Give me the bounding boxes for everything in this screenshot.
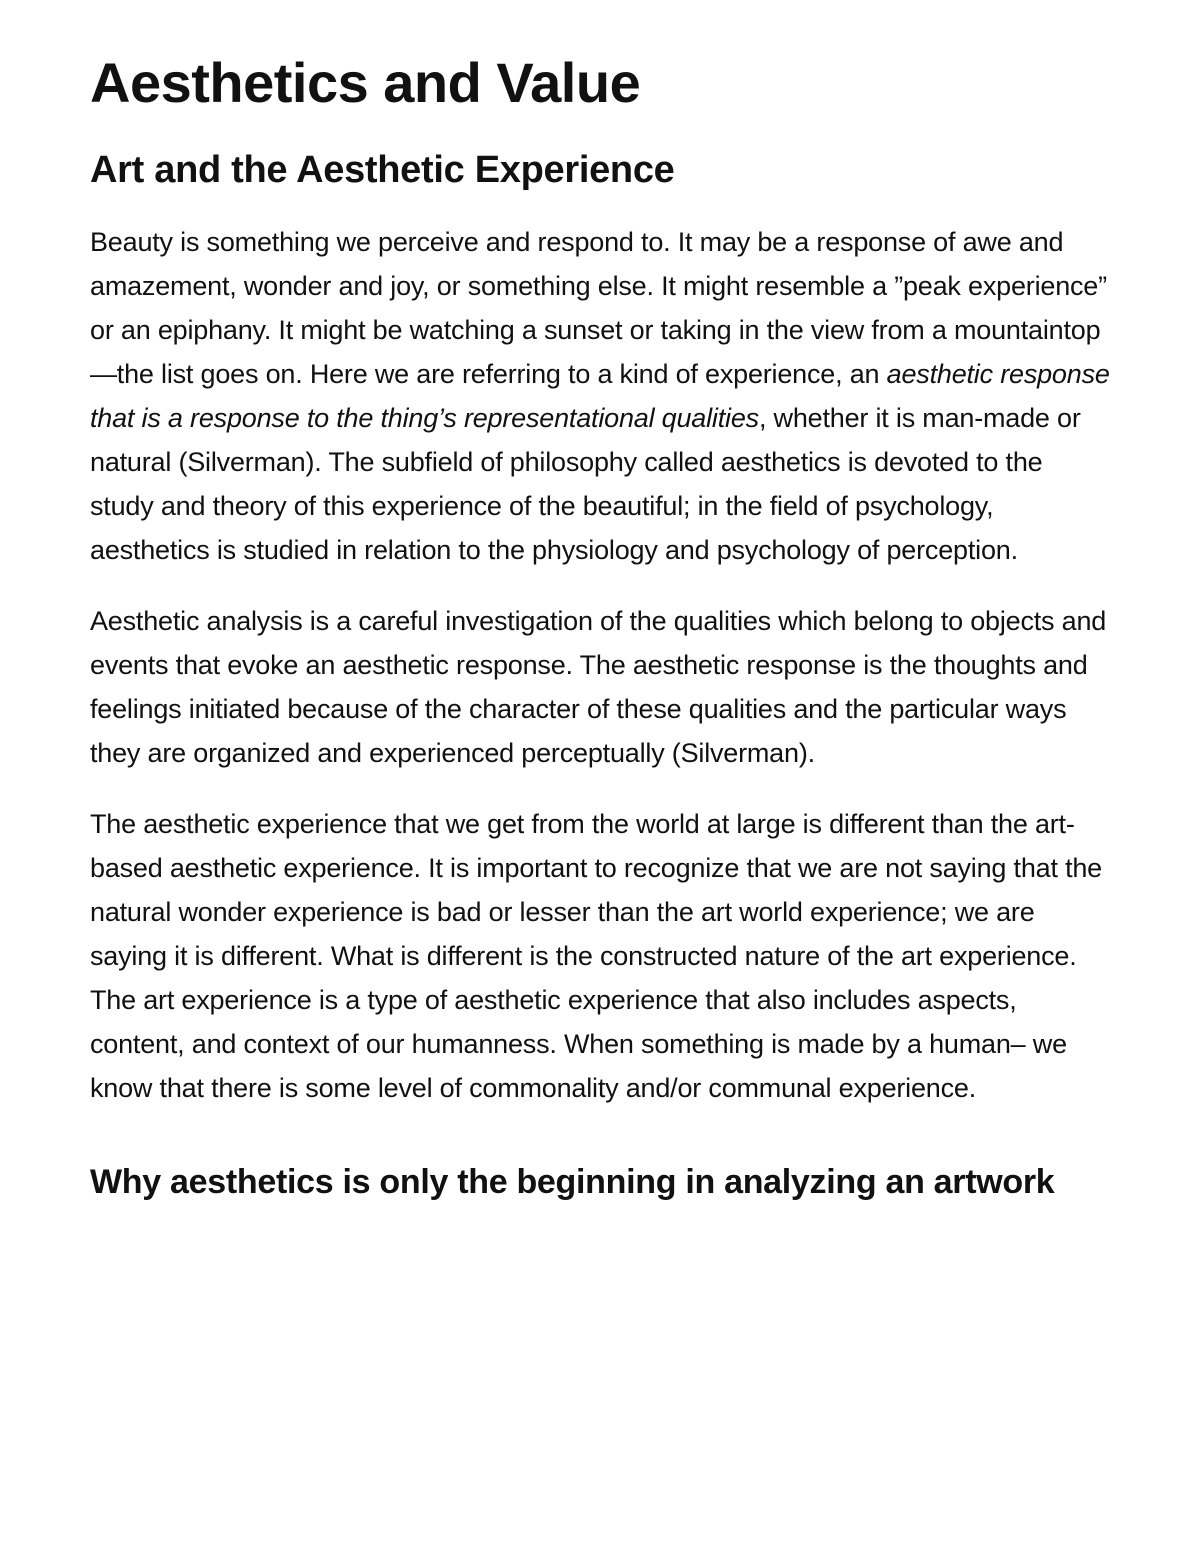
paragraph-1-text-end: , whether it is man-made or natural (Silverman). The subfield of philosophy called aesthetics is devoted to the study and theory of this experience of the beautiful; in the field of psychology, aesthetics is studied in relation to the physiology and psychology of perception. [90, 403, 1081, 566]
section-heading: Art and the Aesthetic Experience [90, 148, 675, 191]
subheading: Why aesthetics is only the beginning in analyzing an artwork [90, 1163, 1055, 1202]
paragraph-2: Aesthetic analysis is a careful investigation of the qualities which belong to objects and events that evoke an aesthetic response. The aesthetic response is the thoughts and feelings initiated because of the character of these qualities and the particular ways they are organized and experienced perceptually (Silverman). [90, 606, 1107, 769]
paragraph-1-text-start: Beauty is something we perceive and respond to. It may be a response of awe and amazement, wonder and joy, or something else. It might resemble a ”peak experience” or an epiphany. It might be watching a sunset or taking in the view from a mountaintop—the list goes on. Here we are referring to a kind of experience, an [90, 227, 1107, 390]
paragraph-1 [90, 220, 1110, 572]
paragraph-1-emphasis: aesthetic response that is a response to the thing’s representational qualities [90, 359, 1110, 434]
paragraph-3: The aesthetic experience that we get from the world at large is different than the art-based aesthetic experience. It is important to recognize that we are not saying that the natural wonder experience is bad or lesser than the art world experience; we are saying it is different. What is different is the constructed nature of the art experience. The art experience is a type of aesthetic experience that also includes aspects, content, and context of our humanness. When something is made by a human– we know that there is some level of commonality and/or communal experience. [90, 809, 1102, 1104]
document-title: Aesthetics and Value [90, 51, 641, 114]
